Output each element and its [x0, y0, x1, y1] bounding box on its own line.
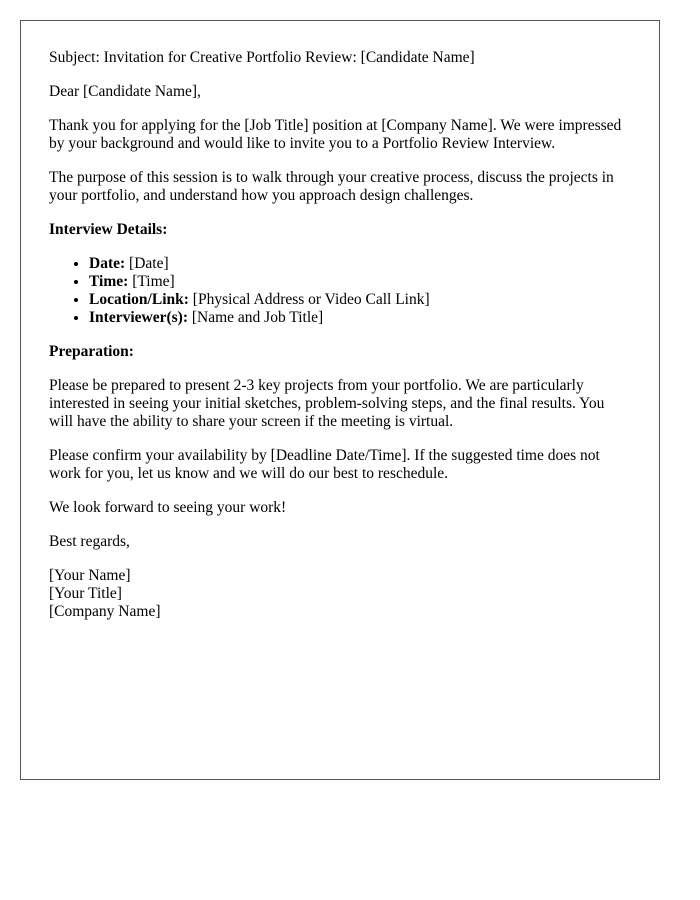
detail-item-date — [89, 255, 631, 273]
preparation-heading: Preparation: — [49, 343, 134, 360]
purpose-paragraph: The purpose of this session is to walk through your creative process, discuss the projects in your portfolio, and understand how you approach design challenges. — [49, 169, 614, 204]
detail-value: [Time] — [128, 273, 175, 290]
detail-value: [Name and Job Title] — [187, 309, 324, 326]
detail-value: [Date] — [125, 255, 169, 272]
salutation: Dear [Candidate Name], — [49, 83, 201, 100]
intro-paragraph: Thank you for applying for the [Job Title] position at [Company Name]. We were impressed by your background and would like to invite you to a Portfolio Review Interview. — [49, 117, 622, 152]
subject-line: Subject: Invitation for Creative Portfolio Review: [Candidate Name] — [49, 49, 475, 66]
signature-title: [Your Title] — [49, 585, 122, 602]
closing-sentence: We look forward to seeing your work! — [49, 499, 287, 516]
signature-name: [Your Name] — [49, 567, 131, 584]
interview-details-list — [49, 255, 631, 327]
confirmation-paragraph: Please confirm your availability by [Deadline Date/Time]. If the suggested time does not work for you, let us know and we will do our best to reschedule. — [49, 447, 600, 482]
detail-item-interviewers — [89, 309, 631, 327]
closing-regards: Best regards, — [49, 533, 130, 550]
detail-value: [Physical Address or Video Call Link] — [188, 291, 430, 308]
detail-label: Interviewer(s): — [89, 309, 188, 326]
detail-label: Date: — [89, 255, 126, 272]
interview-details-heading: Interview Details: — [49, 221, 168, 238]
detail-item-time — [89, 273, 631, 291]
preparation-paragraph: Please be prepared to present 2-3 key projects from your portfolio. We are particularly interested in seeing your initial sketches, problem-solving steps, and the final results. You will have the ability to share your screen if the meeting is virtual. — [49, 377, 605, 430]
signature-block — [49, 567, 631, 621]
signature-company: [Company Name] — [49, 603, 161, 620]
detail-item-location — [89, 291, 631, 309]
letter-document — [20, 20, 660, 780]
detail-label: Time: — [89, 273, 129, 290]
detail-label: Location/Link: — [89, 291, 189, 308]
